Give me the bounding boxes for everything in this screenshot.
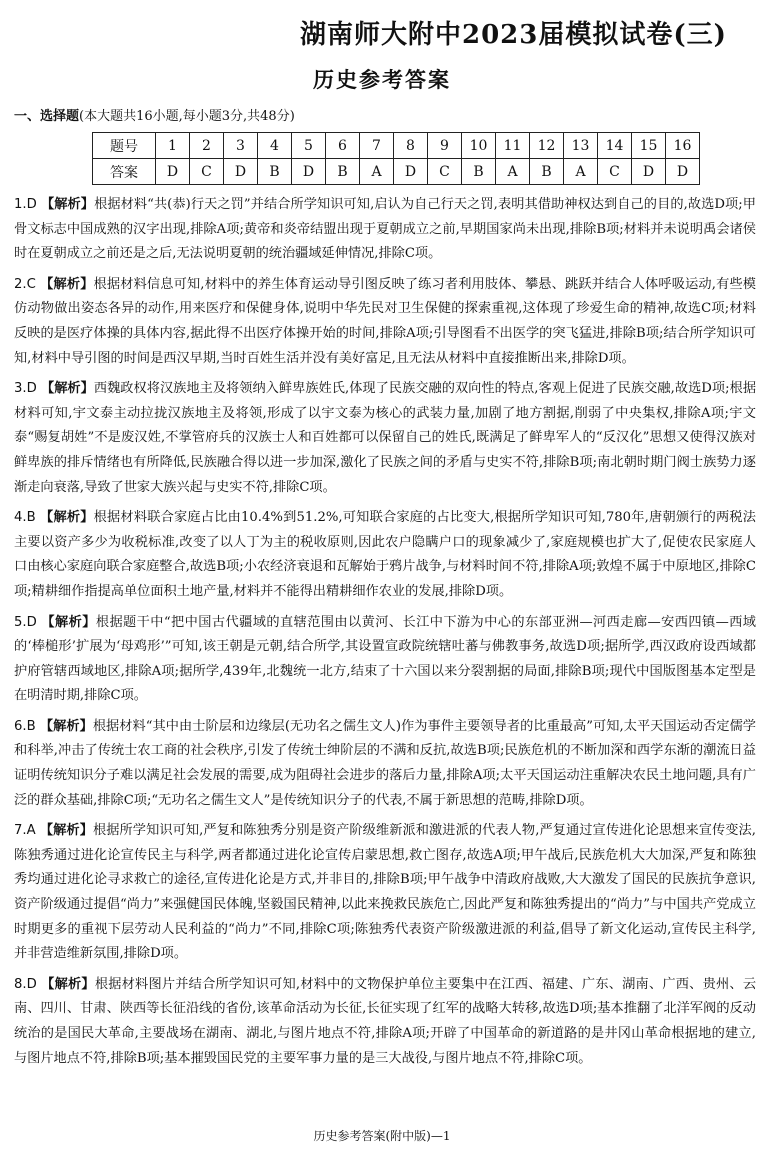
analysis-tag: 【解析】 xyxy=(41,614,96,630)
analysis-tag: 【解析】 xyxy=(39,823,93,839)
answer-table xyxy=(92,132,700,185)
answer-cell: D xyxy=(292,159,326,185)
item-text: 根据材料“共(恭)行天之罚”并结合所学知识可知,启认为自己行天之罚,表明其借助神权达到自己的目的,故选D项;甲骨文标志中国成熟的汉字出现,排除A项;黄帝和炎帝结盟出现于夏朝成立之前,早期国家尚未出现,排除B项;材料并未说明禹会诸侯时在夏朝成立之前还是之后,无法说明夏朝的统治疆域延伸情况,排除C项。 xyxy=(14,197,756,262)
item-text: 根据材料信息可知,材料中的养生体育运动导引图反映了练习者利用肢体、攀悬、跳跃并结合人体呼吸运动,有些模仿动物做出姿态各异的动作,用来医疗和保健身体,说明中华先民对卫生保健的探索重视,这体现了珍爱生命的精神,故选C项;材料反映的是医疗体操的具体内容,据此得不出医疗体操开始的时间,排除A项;引导图看不出医学的突飞猛进,排除B项;结合所学知识可知,材料中导引图的时间是西汉早期,当时百姓生活并没有美好富足,且无法从材料中直接推断出来,排除D项。 xyxy=(14,276,756,366)
item-text: 西魏政权将汉族地主及将领纳入鲜卑族姓氏,体现了民族交融的双向性的特点,客观上促进了民族交融,故选D项;根据材料可知,宇文泰主动拉拢汉族地主及将领,形成了以宇文泰为核心的武装力量,加剧了地方割据,削弱了中央集权,排除A项;宇文泰“赐复胡姓”不是废汉姓,不掌管府兵的汉族士人和百姓都可以保留自己的姓氏,既满足了鲜卑军人的“反汉化”思想又使得汉族对鲜卑族的排斥情绪也有所降低,民族融合得以进一步加深,激化了民族之间的矛盾与史实不符,排除B项;南北朝时期门阀士族势力逐渐走向衰落,导致了世家大族兴起与史实不符,排除C项。 xyxy=(14,381,757,495)
section-label: 一、选择题 xyxy=(14,109,80,124)
item-number: 6.B xyxy=(14,718,36,734)
page-footer: 历史参考答案(附中版)—1 xyxy=(313,1129,451,1143)
document-title: 历史参考答案 xyxy=(313,68,451,92)
explanation-item xyxy=(14,715,756,813)
answer-cell: C xyxy=(428,159,462,185)
question-number: 16 xyxy=(666,133,700,159)
item-number: 4.B xyxy=(14,510,36,526)
answer-cell: D xyxy=(224,159,258,185)
answer-cell: A xyxy=(564,159,598,185)
analysis-tag: 【解析】 xyxy=(39,718,93,734)
question-number: 6 xyxy=(326,133,360,159)
question-number: 2 xyxy=(190,133,224,159)
answer-cell: A xyxy=(360,159,394,185)
question-number: 3 xyxy=(224,133,258,159)
question-number: 15 xyxy=(632,133,666,159)
answer-cell: D xyxy=(156,159,190,185)
item-number: 3.D xyxy=(14,381,37,397)
question-number: 11 xyxy=(496,133,530,159)
answer-cell: D xyxy=(394,159,428,185)
answer-cell: D xyxy=(666,159,700,185)
explanation-item xyxy=(14,611,756,709)
item-number: 1.D xyxy=(14,197,37,212)
item-number: 5.D xyxy=(14,614,37,630)
answer-cell: B xyxy=(258,159,292,185)
question-number: 10 xyxy=(462,133,496,159)
analysis-tag: 【解析】 xyxy=(40,276,94,292)
item-text: 根据材料图片并结合所学知识可知,材料中的文物保护单位主要集中在江西、福建、广东、湖南、广西、贵州、云南、四川、甘肃、陕西等长征沿线的省份,该革命活动为长征,长征实现了红军的战略大转移,故选D项;基本推翻了北洋军阀的反动统治的是国民大革命,主要战场在湖南、湖北,与图片地点不符,排除A项;开辟了中国革命的新道路的是井冈山革命根据地的建立,与图片地点不符,排除B项;基本摧毁国民党的主要军事力量的是三大战役,与图片地点不符,排除C项。 xyxy=(14,976,757,1066)
answer-cell: D xyxy=(632,159,666,185)
analysis-tag: 【解析】 xyxy=(41,197,95,212)
question-number: 12 xyxy=(530,133,564,159)
row-label-answer: 答案 xyxy=(93,159,156,185)
exam-title: 湖南师大附中2023届模拟试卷(三) xyxy=(300,20,727,50)
answer-row xyxy=(93,159,700,185)
question-number: 4 xyxy=(258,133,292,159)
answer-cell: B xyxy=(462,159,496,185)
question-number: 5 xyxy=(292,133,326,159)
explanation-item xyxy=(14,819,756,967)
question-number: 9 xyxy=(428,133,462,159)
explanation-item xyxy=(14,377,756,500)
item-number: 7.A xyxy=(14,823,36,839)
item-text: 根据材料“其中由士阶层和边缘层(无功名之儒生文人)作为事件主要领导者的比重最高”可知,太平天国运动否定儒学和科举,冲击了传统士农工商的社会秩序,引发了传统士绅阶层的不满和反抗,故选B项;民族危机的不断加深和西学东渐的潮流日益证明传统知识分子难以满足社会发展的需要,成为阻碍社会进步的落后力量,排除A项;太平天国运动注重解决农民土地问题,具有广泛的群众基础,排除C项;“无功名之儒生文人”是传统知识分子的代表,不属于新思想的范畴,排除D项。 xyxy=(14,718,756,808)
answer-cell: B xyxy=(530,159,564,185)
explanation-item xyxy=(14,273,756,371)
question-number: 1 xyxy=(156,133,190,159)
explanation-item xyxy=(14,193,756,267)
question-number: 7 xyxy=(360,133,394,159)
answer-cell: A xyxy=(496,159,530,185)
answer-cell: C xyxy=(598,159,632,185)
answer-cell: B xyxy=(326,159,360,185)
analysis-tag: 【解析】 xyxy=(40,381,94,397)
analysis-tag: 【解析】 xyxy=(41,976,95,992)
question-number: 14 xyxy=(598,133,632,159)
item-number: 2.C xyxy=(14,276,36,292)
section-heading xyxy=(14,105,295,124)
answer-cell: C xyxy=(190,159,224,185)
item-number: 8.D xyxy=(14,976,37,992)
analysis-tag: 【解析】 xyxy=(40,510,94,526)
explanation-list xyxy=(14,193,756,1077)
section-note: (本大题共16小题,每小题3分,共48分) xyxy=(79,109,295,124)
explanation-item xyxy=(14,973,756,1071)
question-number: 8 xyxy=(394,133,428,159)
explanation-item xyxy=(14,506,756,604)
question-number: 13 xyxy=(564,133,598,159)
item-text: 根据所学知识可知,严复和陈独秀分别是资产阶级维新派和激进派的代表人物,严复通过宣传进化论思想来宣传变法,陈独秀通过进化论宣传民主与科学,两者都通过进化论宣传启蒙思想,救亡图存,故选A项;甲午战后,民族危机大大加深,严复和陈独秀均通过进化论寻求救亡的途径,宣传进化论是方式,并非目的,排除B项;甲午战争中清政府战败,大大激发了国民的民族抗争意识,资产阶级通过提倡“尚力”来强健国民体魄,坚毅国民精神,以此来挽救民族危亡,因此严复和陈独秀提出的“尚力”与中国共产党成立时期更多的重视下层劳动人民利益的“尚力”不同,排除C项;陈独秀代表资产阶级激进派的利益,倡导了新文化运动,宣传民主科学,并非营造维新氛围,排除D项。 xyxy=(14,823,756,962)
question-number-row xyxy=(93,133,700,159)
row-label-number: 题号 xyxy=(93,133,156,159)
item-text: 根据题干中“把中国古代疆域的直辖范围由以黄河、长江中下游为中心的东部亚洲—河西走廊—安西四镇—西域的‘棒槌形’扩展为‘母鸡形’”可知,该王朝是元朝,结合所学,其设置宣政院统辖吐蕃与佛教事务,故选D项;据所学,西汉政府设西域都护府管辖西域地区,排除A项;据所学,439年,北魏统一北方,结束了十六国以来分裂割据的局面,排除B项;现代中国版图基本定型是在明清时期,排除C项。 xyxy=(14,614,756,704)
item-text: 根据材料联合家庭占比由10.4%到51.2%,可知联合家庭的占比变大,根据所学知识可知,780年,唐朝颁行的两税法主要以资产多少为收税标准,改变了以人丁为主的税收原则,因此农户隐瞒户口的现象减少了,家庭规模也扩大了,促使农民家庭人口由核心家庭向联合家庭整合,故选B项;小农经济衰退和瓦解始于鸦片战争,与材料时间不符,排除A项;敦煌不属于中原地区,排除C项;精耕细作指提高单位面积土地产量,材料并不能得出精耕细作农业的发展,排除D项。 xyxy=(14,510,756,599)
